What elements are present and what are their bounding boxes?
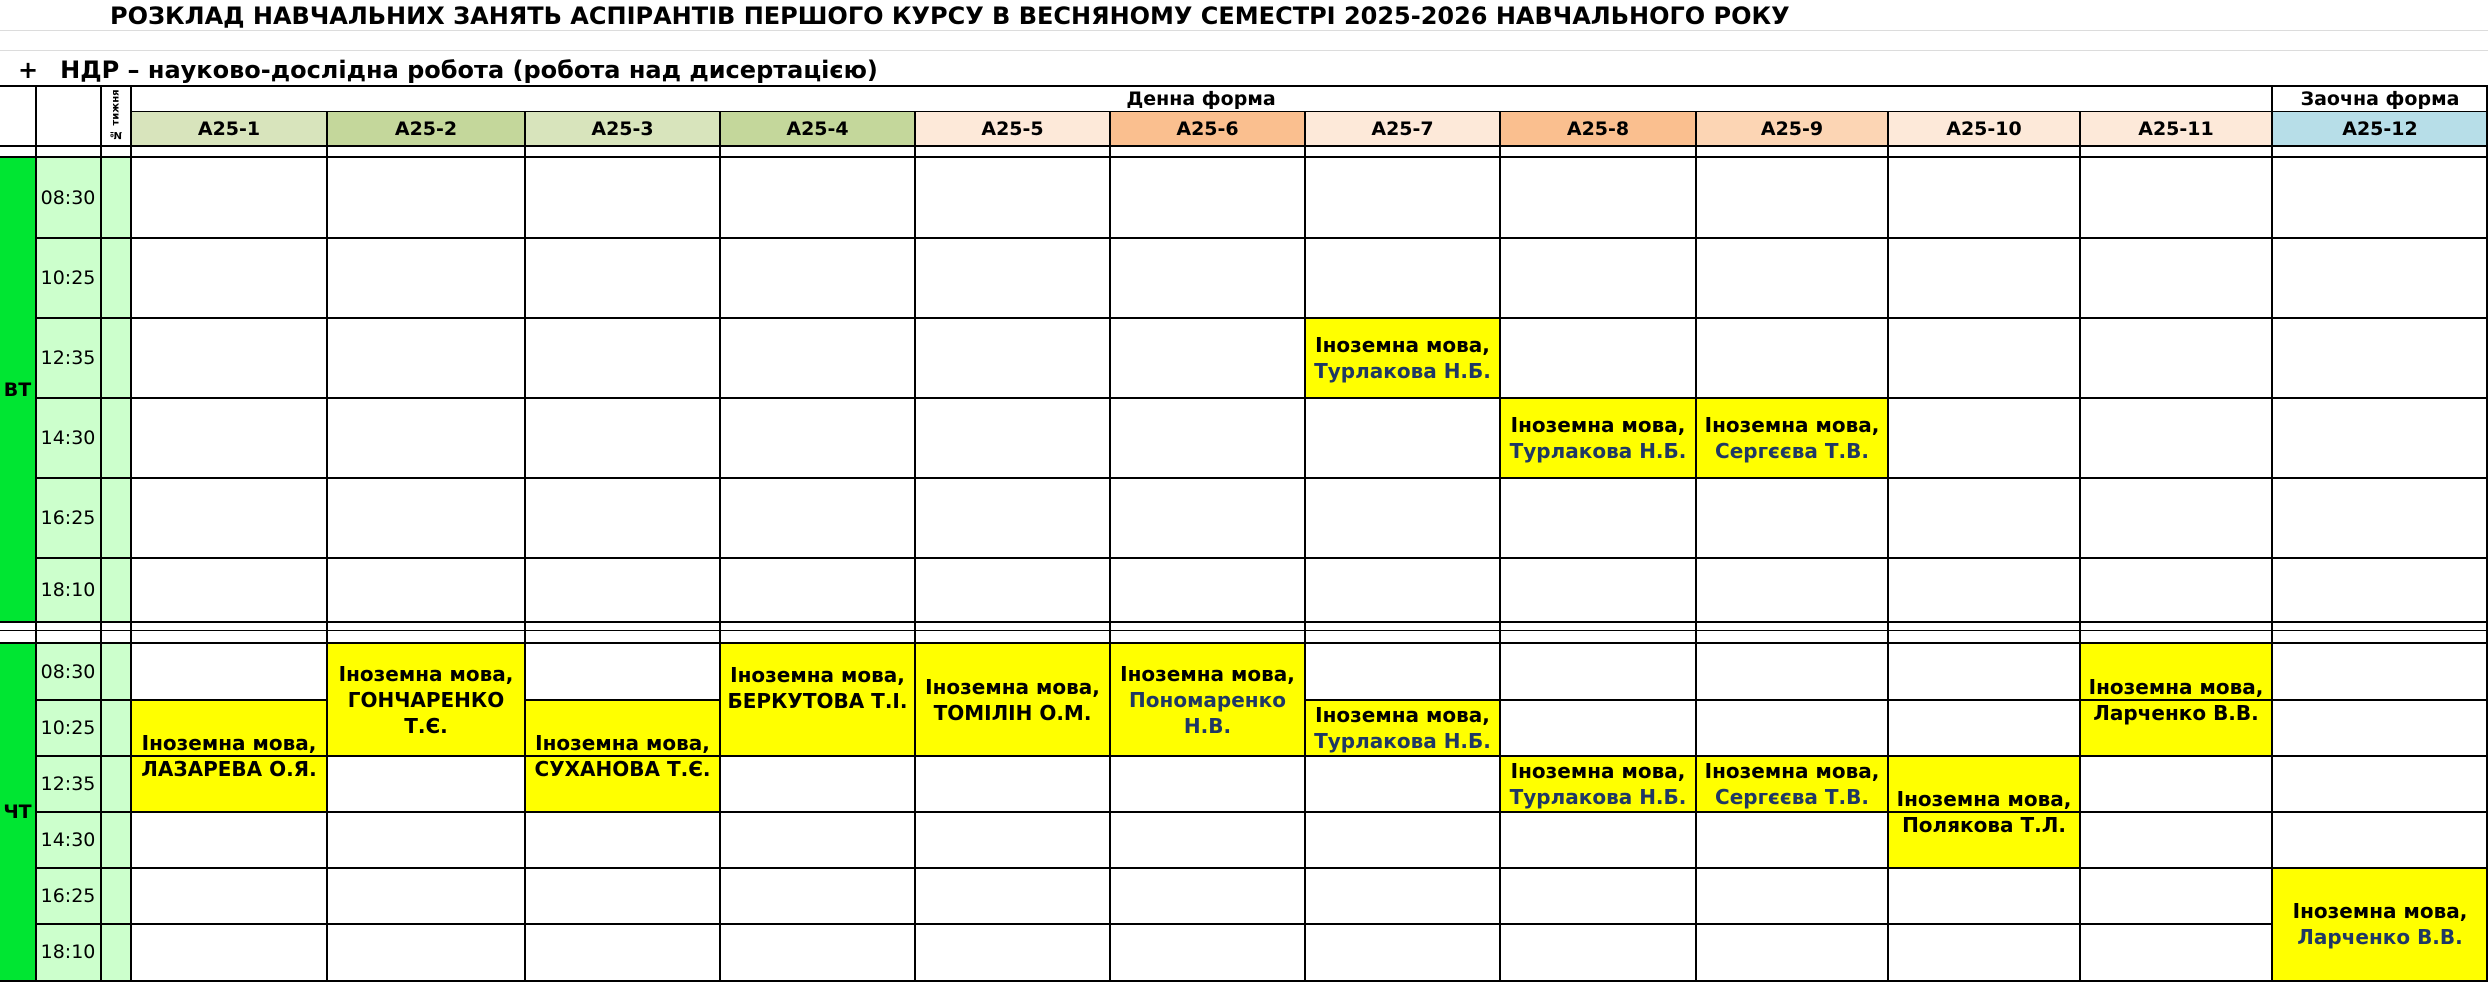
lesson-subject: Іноземна мова, <box>1896 787 2072 811</box>
lesson-teacher: СУХАНОВА Т.Є. <box>534 757 711 781</box>
lesson-subject: Іноземна мова, <box>1510 759 1686 783</box>
grid-rule <box>1499 112 1501 982</box>
grid-rule <box>0 85 2488 87</box>
lesson-teacher: ГОНЧАРЕНКО Т.Є. <box>347 688 505 738</box>
grid-rule <box>0 156 2488 158</box>
grid-rule <box>35 317 2488 319</box>
grid-rule <box>131 923 2272 925</box>
grid-rule <box>35 477 2488 479</box>
lesson-teacher: Турлакова Н.Б. <box>1314 359 1491 383</box>
group-header: А25-4 <box>720 112 915 146</box>
page-title: РОЗКЛАД НАВЧАЛЬНИХ ЗАНЯТЬ АСПІРАНТІВ ПЕРШОГО КУРСУ В ВЕСНЯНОМУ СЕМЕСТРІ 2025-2026 НАВЧАЛЬНОГО РОКУ <box>110 2 1790 30</box>
time-slot: 18:10 <box>40 941 96 963</box>
grid-rule <box>1109 112 1111 982</box>
lesson-teacher: Ларченко В.В. <box>2093 701 2259 725</box>
extramural-form-header: Заочна форма <box>2300 88 2460 110</box>
grid-rule <box>914 112 916 982</box>
lesson-subject: Іноземна мова, <box>1315 703 1490 727</box>
time-slot: 08:30 <box>40 661 96 683</box>
group-header: А25-7 <box>1305 112 1500 146</box>
lesson-cell <box>1305 700 1500 756</box>
grid-rule <box>1887 112 1889 982</box>
lesson-cell <box>2272 868 2488 980</box>
lesson-teacher: Полякова Т.Л. <box>1902 813 2066 837</box>
lesson-subject: Іноземна мова, <box>338 662 514 686</box>
grid-rule <box>131 111 2488 112</box>
grid-rule <box>1695 112 1697 982</box>
lesson-cell <box>1110 644 1305 756</box>
week-number-header: № тижня <box>110 89 122 141</box>
lesson-cell <box>327 644 525 756</box>
group-header: А25-10 <box>1888 112 2080 146</box>
time-slot: 18:10 <box>40 579 96 601</box>
legend-symbol: + <box>18 56 39 84</box>
lesson-cell <box>1696 756 1888 812</box>
lesson-teacher: Пономаренко Н.В. <box>1129 688 1286 738</box>
lesson-teacher: ЛАЗАРЕВА О.Я. <box>141 757 317 781</box>
time-slot: 16:25 <box>40 885 96 907</box>
lesson-subject: Іноземна мова, <box>1120 662 1295 686</box>
grid-rule <box>2271 86 2273 982</box>
grid-rule <box>1500 699 2272 701</box>
grid-rule <box>131 755 2488 757</box>
lesson-teacher: Сергєєва Т.В. <box>1715 785 1869 809</box>
time-slot: 12:35 <box>40 347 96 369</box>
lesson-teacher: Турлакова Н.Б. <box>1509 439 1687 463</box>
group-header: А25-8 <box>1500 112 1696 146</box>
lesson-subject: Іноземна мова, <box>2088 675 2264 699</box>
lesson-subject: Іноземна мова, <box>2292 899 2468 923</box>
grid-rule <box>35 755 131 757</box>
lesson-teacher: ТОМІЛІН О.М. <box>933 701 1092 725</box>
group-header: А25-6 <box>1110 112 1305 146</box>
grid-rule <box>2079 112 2081 982</box>
week-column-bg <box>101 158 131 622</box>
grid-rule <box>130 86 132 982</box>
lesson-cell <box>720 644 915 756</box>
time-slot: 08:30 <box>40 187 96 209</box>
group-header: А25-9 <box>1696 112 1888 146</box>
grid-rule <box>1304 112 1306 982</box>
grid-rule <box>35 811 131 813</box>
lesson-cell <box>1500 398 1696 478</box>
group-header: А25-1 <box>131 112 327 146</box>
lesson-cell <box>915 644 1110 756</box>
legend-text: НДР – науково-дослідна робота (робота над дисертацією) <box>60 56 878 84</box>
group-header: А25-3 <box>525 112 720 146</box>
grid-rule <box>524 112 526 982</box>
grid-rule <box>35 699 131 701</box>
day-separator <box>0 622 2488 642</box>
grid-rule <box>0 642 2488 644</box>
lesson-cell <box>1305 318 1500 398</box>
lesson-teacher: Ларченко В.В. <box>2297 925 2463 949</box>
grid-rule <box>0 630 2488 631</box>
grid-rule <box>35 86 37 982</box>
grid-rule <box>131 811 2488 813</box>
grid-rule <box>35 923 131 925</box>
group-header: А25-2 <box>327 112 525 146</box>
grid-rule <box>525 699 720 701</box>
group-header: А25-5 <box>915 112 1110 146</box>
legend <box>18 56 878 84</box>
lesson-subject: Іноземна мова, <box>141 731 317 755</box>
grid-rule <box>35 557 2488 559</box>
grid-rule <box>2272 699 2488 701</box>
grid-rule <box>35 237 2488 239</box>
grid-rule <box>35 867 131 869</box>
grid-rule <box>131 867 2488 869</box>
day-form-header: Денна форма <box>1126 88 1276 110</box>
grid-rule <box>326 112 328 982</box>
day-label-tue: ВТ <box>0 158 35 622</box>
sheet-gridline <box>0 30 2488 31</box>
lesson-subject: Іноземна мова, <box>730 663 905 687</box>
lesson-subject: Іноземна мова, <box>925 675 1100 699</box>
time-slot: 14:30 <box>40 829 96 851</box>
lesson-subject: Іноземна мова, <box>1704 759 1880 783</box>
time-slot: 12:35 <box>40 773 96 795</box>
lesson-cell <box>1500 756 1696 812</box>
group-header: А25-11 <box>2080 112 2272 146</box>
sheet-gridline <box>0 50 2488 51</box>
lesson-cell <box>1696 398 1888 478</box>
lesson-teacher: Сергєєва Т.В. <box>1715 439 1869 463</box>
day-label-thu: ЧТ <box>0 642 35 982</box>
grid-rule <box>0 145 2488 147</box>
lesson-subject: Іноземна мова, <box>535 731 710 755</box>
lesson-subject: Іноземна мова, <box>1704 413 1880 437</box>
grid-rule <box>35 397 2488 399</box>
grid-rule <box>1305 699 1500 701</box>
lesson-teacher: БЕРКУТОВА Т.І. <box>727 689 908 713</box>
time-slot: 14:30 <box>40 427 96 449</box>
group-header: А25-12 <box>2272 112 2488 146</box>
time-slot: 10:25 <box>40 717 96 739</box>
grid-rule <box>100 86 102 982</box>
time-slot: 10:25 <box>40 267 96 289</box>
grid-rule <box>0 621 2488 623</box>
lesson-teacher: Турлакова Н.Б. <box>1314 729 1491 753</box>
lesson-subject: Іноземна мова, <box>1315 333 1490 357</box>
grid-rule <box>131 699 327 701</box>
grid-rule <box>0 980 2488 982</box>
time-slot: 16:25 <box>40 507 96 529</box>
lesson-teacher: Турлакова Н.Б. <box>1509 785 1687 809</box>
lesson-subject: Іноземна мова, <box>1510 413 1686 437</box>
grid-rule <box>719 112 721 982</box>
